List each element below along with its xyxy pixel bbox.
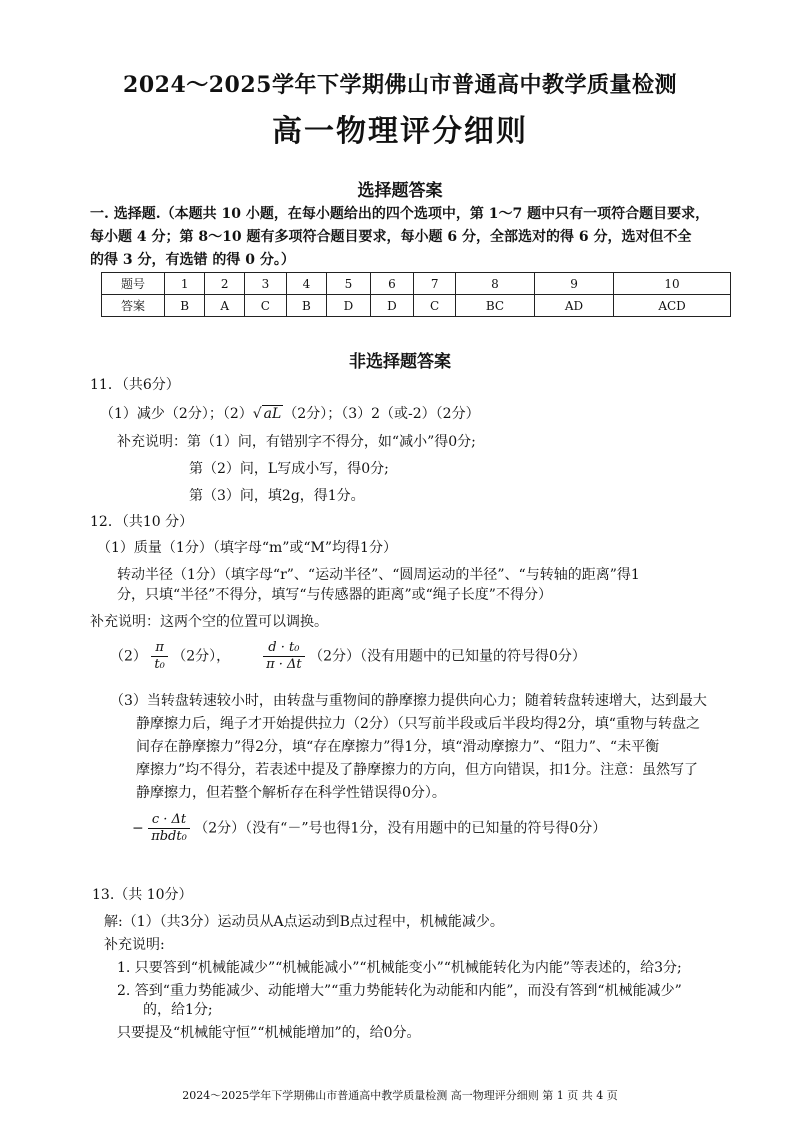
q12-part2-label: （2） <box>110 648 147 665</box>
q11-part-b: （2分）；（3）2（或-2）（2分） <box>283 406 480 422</box>
question-number: 10 <box>614 273 731 295</box>
fraction-pi-over-t0 <box>151 640 167 673</box>
q11-heading: 11．（共6分） <box>90 377 180 393</box>
intro-line: 的得 3 分，有选错 的得 0 分。） <box>90 252 295 268</box>
q13-answer: 解:（1）（共3分）运动员从A点运动到B点过程中，机械能减少。 <box>104 914 504 930</box>
q12-part3-formula-line <box>132 812 606 845</box>
answer-row <box>102 295 731 317</box>
q12-part2-points-2: （2分）（没有用题中的已知量的符号得0分） <box>309 648 586 665</box>
question-number: 9 <box>534 273 613 295</box>
fraction-c-dt-over-pibdt0 <box>148 812 190 845</box>
number-row <box>102 273 731 295</box>
answer-cell: B <box>286 295 326 317</box>
question-number: 2 <box>205 273 245 295</box>
answer-table <box>101 272 731 317</box>
q12-part2-points: （2分）， <box>172 648 231 665</box>
q11-note-1: 补充说明：第（1）问，有错别字不得分，如“减小”得0分; <box>117 434 476 450</box>
q13-heading: 13.（共 10分） <box>92 887 193 903</box>
nonchoice-heading: 非选择题答案 <box>349 352 451 372</box>
answer-cell: D <box>370 295 414 317</box>
q12-heading: 12．（共10 分） <box>90 514 194 530</box>
q12-part3-line3: 间存在静摩擦力”得2分，填“存在摩擦力”得1分，填“滑动摩擦力”、“阻力”、“未平衡 <box>136 739 660 755</box>
fraction-numerator: c · Δt <box>148 812 190 829</box>
answer-cell: A <box>205 295 245 317</box>
q12-note: 补充说明：这两个空的位置可以调换。 <box>90 614 328 630</box>
question-number: 1 <box>165 273 205 295</box>
q12-part1-line3: 分，只填“半径”不得分，填写“与传感器的距离”或“绳子长度”不得分） <box>117 587 552 603</box>
q13-note-3: 只要提及“机械能守恒”“机械能增加”的，给0分。 <box>117 1025 421 1041</box>
sqrt-expression: aL <box>263 406 282 422</box>
fraction-numerator: π <box>151 640 167 657</box>
fraction-denominator: πbdt₀ <box>151 829 187 844</box>
q12-part3-points: （2分）（没有“－”号也得1分，没有用题中的已知量的符号得0分） <box>194 820 607 837</box>
question-number: 7 <box>414 273 456 295</box>
q11-part-a: （1）减少（2分）；（2） <box>100 406 253 422</box>
row-label: 答案 <box>102 295 165 317</box>
document-title: 高一物理评分细则 <box>272 114 528 149</box>
exam-title: 2024～2025学年下学期佛山市普通高中教学质量检测 <box>123 72 677 98</box>
fraction-denominator: π · Δt <box>266 657 302 672</box>
q13-note-1: 1. 只要答到“机械能减少”“机械能减小”“机械能变小”“机械能转化为内能”等表述的，给3分; <box>117 960 682 976</box>
page-footer: 2024～2025学年下学期佛山市普通高中教学质量检测 高一物理评分细则 第 1 页 共 4 页 <box>182 1089 618 1102</box>
q13-note-2-cont: 的，给1分; <box>143 1002 213 1018</box>
q13-note-label: 补充说明: <box>104 937 165 953</box>
answer-cell: BC <box>456 295 535 317</box>
q12-part1-line2: 转动半径（1分）（填字母“r”、“运动半径”、“圆周运动的半径”、“与转轴的距离”得1 <box>117 567 640 583</box>
answer-cell: D <box>327 295 371 317</box>
q12-part3-line2: 静摩擦力后，绳子才开始提供拉力（2分）（只写前半段或后半段均得2分，填“重物与转盘之 <box>136 716 700 732</box>
question-number: 8 <box>456 273 535 295</box>
choice-heading: 选择题答案 <box>357 181 443 201</box>
minus-sign: − <box>132 820 144 837</box>
q12-part3-line5: 静摩擦力，但若整个解析存在科学性错误得0分）。 <box>136 785 446 801</box>
q13-note-2: 2. 答到“重力势能减少、动能增大”“重力势能转化为动能和内能”，而没有答到“机械能减少” <box>117 983 682 999</box>
question-number: 5 <box>327 273 371 295</box>
choice-intro <box>90 203 730 272</box>
fraction-d-t0-over-pi-dt <box>263 640 305 673</box>
fraction-denominator: t₀ <box>154 657 165 672</box>
q11-note-3: 第（3）问，填2g，得1分。 <box>189 488 365 504</box>
question-number: 6 <box>370 273 414 295</box>
answer-cell: ACD <box>614 295 731 317</box>
q11-note-2: 第（2）问，L写成小写，得0分; <box>189 461 389 477</box>
q12-part1: （1）质量（1分）（填字母“m”或“M”均得1分） <box>97 540 397 556</box>
answer-cell: B <box>165 295 205 317</box>
q11-answer-line: （1）减少（2分）；（2）√ aL （2分）；（3）2（或-2）（2分） <box>100 406 480 422</box>
q12-part3-line1: （3）当转盘转速较小时，由转盘与重物间的静摩擦力提供向心力；随着转盘转速增大，达到最大 <box>110 693 707 709</box>
answer-cell: C <box>244 295 286 317</box>
question-number: 4 <box>286 273 326 295</box>
q12-part3-line4: 摩擦力”均不得分，若表述中提及了静摩擦力的方向，但方向错误，扣1分。注意：虽然写了 <box>136 762 699 778</box>
question-number: 3 <box>244 273 286 295</box>
intro-line: 一. 选择题.（本题共 10 小题，在每小题给出的四个选项中，第 1～7 题中只有一项符合题目要求， <box>90 206 710 222</box>
answer-cell: AD <box>534 295 613 317</box>
q12-part2-line <box>110 640 586 673</box>
answer-cell: C <box>414 295 456 317</box>
fraction-numerator: d · t₀ <box>263 640 305 657</box>
intro-line: 每小题 4 分；第 8～10 题有多项符合题目要求，每小题 6 分，全部选对的得 6 分，选对但不全 <box>90 229 692 245</box>
row-label: 题号 <box>102 273 165 295</box>
